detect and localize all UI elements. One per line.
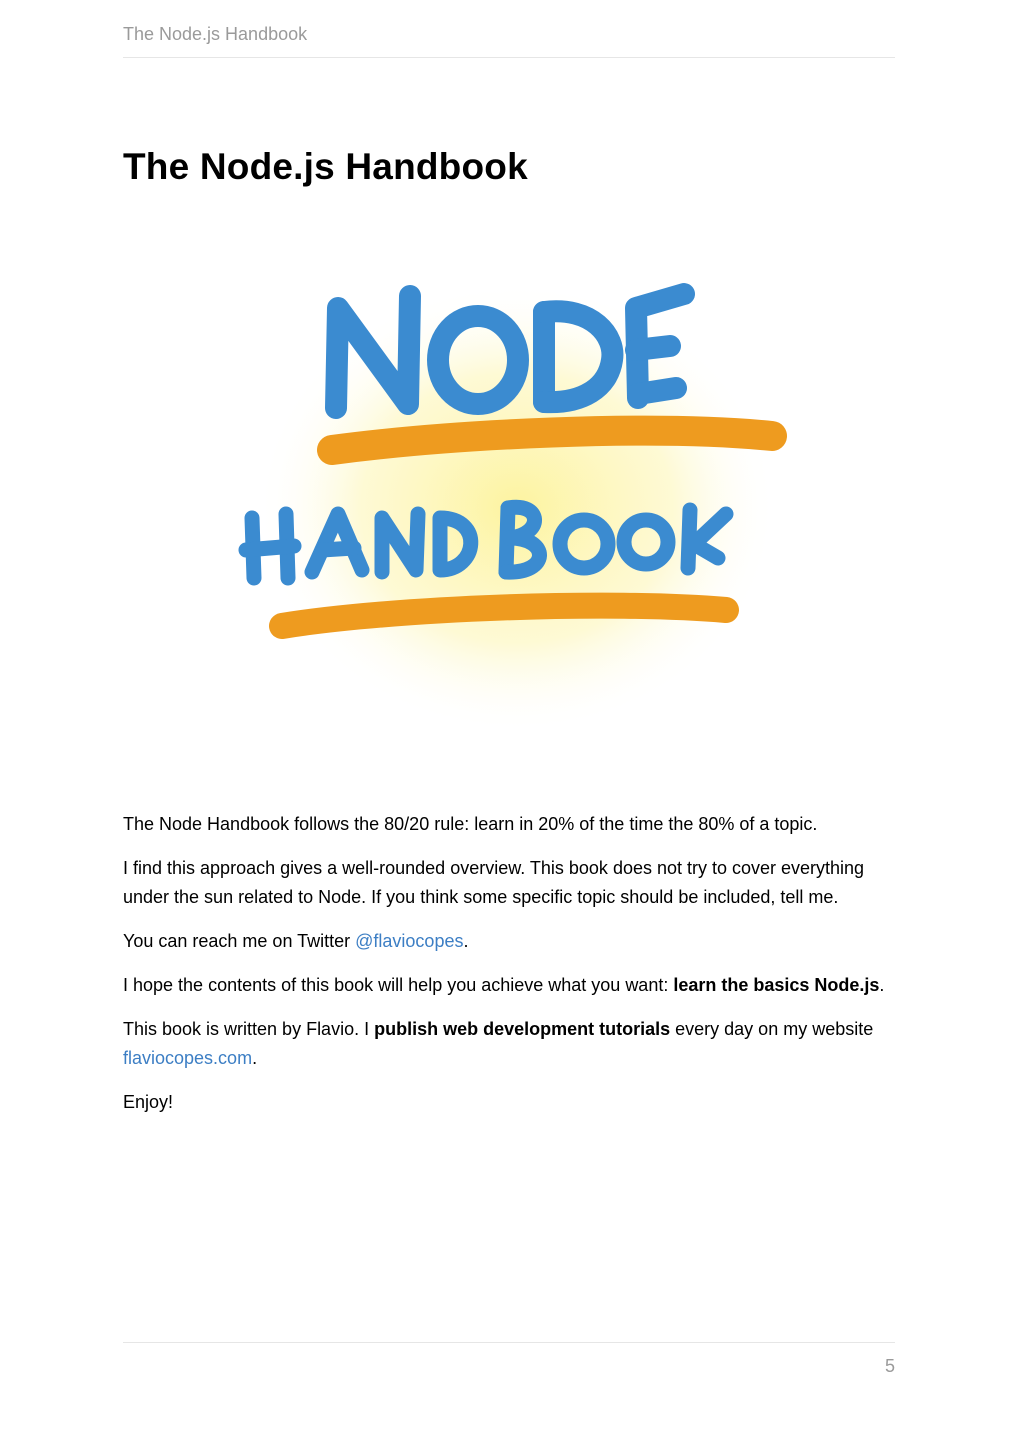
paragraph-author	[123, 1015, 898, 1073]
twitter-link[interactable]: @flaviocopes	[355, 931, 464, 951]
node-handbook-logo	[232, 268, 792, 738]
period: .	[463, 931, 469, 951]
intro-text	[123, 810, 898, 1132]
paragraph-80-20: The Node Handbook follows the 80/20 rule: learn in 20% of the time the 80% of a topic.	[123, 814, 818, 834]
cover-image	[232, 268, 792, 738]
twitter-text: You can reach me on Twitter	[123, 931, 356, 951]
footer-divider	[123, 1342, 895, 1343]
period: .	[879, 975, 885, 995]
running-header: The Node.js Handbook	[123, 24, 895, 58]
paragraph-approach: I find this approach gives a well-rounded overview. This book does not try to cover everything under the sun related to Node. If you think some specific topic should be included, tell me.	[123, 858, 865, 907]
paragraph-enjoy: Enjoy!	[123, 1092, 174, 1112]
author-bold: publish web development tutorials	[374, 1019, 671, 1039]
author-text-2: every day on my website	[670, 1019, 874, 1039]
paragraph-twitter	[123, 927, 898, 956]
page-number: 5	[884, 1356, 895, 1376]
hope-bold: learn the basics Node.js	[673, 975, 880, 995]
website-link[interactable]: flaviocopes.com	[123, 1048, 253, 1068]
period: .	[252, 1048, 258, 1068]
author-text: This book is written by Flavio. I	[123, 1019, 375, 1039]
hope-text: I hope the contents of this book will help you achieve what you want:	[123, 975, 674, 995]
page-title: The Node.js Handbook	[123, 146, 528, 187]
paragraph-hope	[123, 971, 898, 1000]
